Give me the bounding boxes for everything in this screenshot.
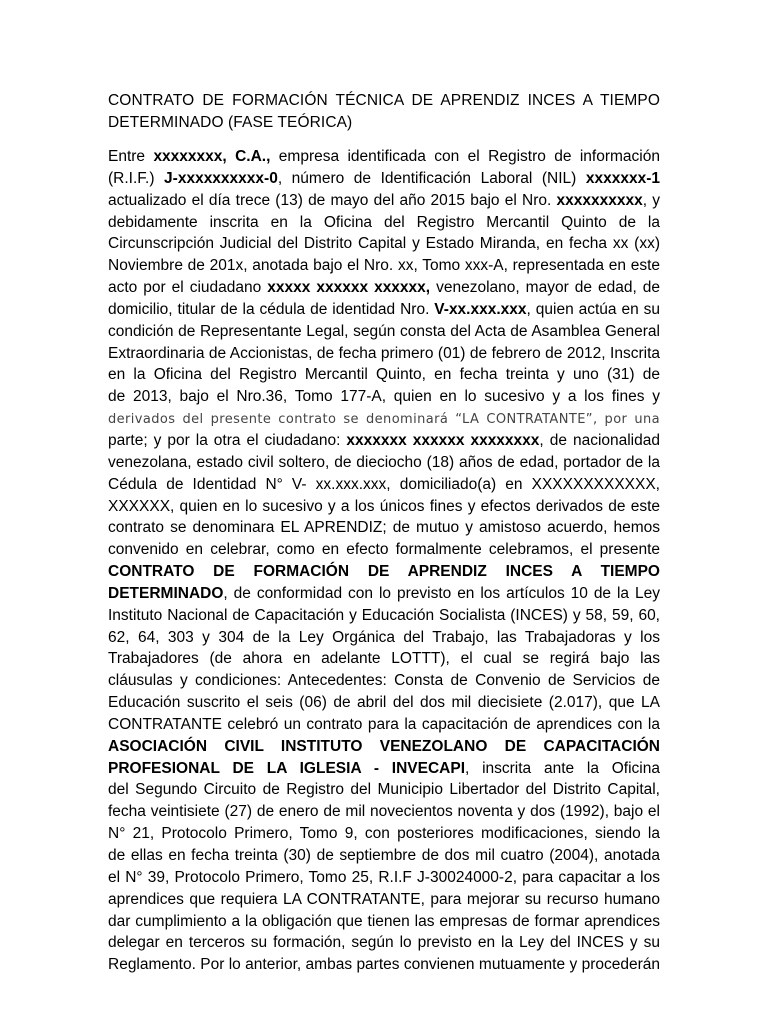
bold-text: xxxxxxxx, C.A., bbox=[153, 148, 271, 165]
body-text: acto por el ciudadano bbox=[108, 279, 268, 297]
body-line bbox=[108, 954, 660, 976]
body-text: fecha veintisiete (27) de enero de mil novecientos noventa y dos (1992), bajo el bbox=[108, 803, 660, 821]
bold-text: xxxxxxx-1 bbox=[585, 169, 660, 187]
body-text: Cédula de Identidad N° V- xx.xxx.xxx, domiciliado(a) en XXXXXXXXXXXX, bbox=[108, 475, 660, 493]
body-text: , número de Identificación Laboral (NIL) bbox=[277, 169, 586, 187]
body-text: derivados del presente contrato se denominará “LA CONTRATANTE”, por una bbox=[108, 412, 660, 428]
body-line bbox=[108, 430, 660, 452]
body-line bbox=[108, 539, 660, 561]
body-text: condición de Representante Legal, según consta del Acta de Asamblea General bbox=[108, 322, 660, 340]
body-text: , y bbox=[642, 191, 660, 209]
body-text: venezolana, estado civil soltero, de dieciocho (18) años de edad, portador de la bbox=[108, 453, 660, 471]
body-text: Educación suscrito el seis (06) de abril del dos mil diecisiete (2.017), que LA bbox=[108, 694, 660, 712]
body-text: de ellas en fecha treinta (30) de septiembre de dos mil cuatro (2004), anotada bbox=[108, 847, 660, 864]
body-line bbox=[108, 670, 660, 692]
body-line bbox=[108, 386, 660, 408]
body-text: XXXXXX, quien en lo sucesivo y a los únicos fines y efectos derivados de este bbox=[108, 497, 660, 515]
body-line bbox=[108, 299, 660, 321]
body-line bbox=[108, 779, 660, 801]
body-text: delegar en terceros su formación, según lo previsto en la Ley del INCES y su bbox=[108, 934, 660, 952]
body-line bbox=[108, 561, 660, 583]
body-line bbox=[108, 343, 660, 365]
body-text: en la Oficina del Registro Mercantil Quinto, en fecha treinta y uno (31) de bbox=[108, 366, 660, 384]
body-text: Noviembre de 201x, anotada bajo el Nro. xx, Tomo xxx-A, representada en este bbox=[108, 257, 660, 275]
body-text: venezolano, mayor de edad, de bbox=[436, 279, 660, 297]
body-text: empresa identificada con el Registro de información bbox=[278, 148, 660, 165]
bold-text: CONTRATO DE FORMACIÓN DE APRENDIZ INCES A TIEMPO bbox=[108, 563, 660, 581]
body-text: , de conformidad con lo previsto en los artículos 10 de la Ley bbox=[223, 584, 660, 602]
body-text: N° 21, Protocolo Primero, Tomo 9, con posteriores modificaciones, siendo la bbox=[108, 825, 660, 843]
body-text: , inscrita ante la Oficina bbox=[465, 759, 660, 777]
bold-text: PROFESIONAL DE LA IGLESIA - INVECAPI bbox=[108, 759, 465, 777]
body-text: Instituto Nacional de Capacitación y Educación Socialista (INCES) y 58, 59, 60, bbox=[108, 606, 660, 624]
body-text: , de nacionalidad bbox=[539, 431, 660, 449]
body-line bbox=[108, 517, 660, 539]
body-line bbox=[108, 648, 660, 670]
body-text: debidamente inscrita en la Oficina del Registro Mercantil Quinto de la bbox=[108, 213, 660, 231]
body-text: del Segundo Circuito de Registro del Municipio Libertador del Distrito Capital, bbox=[108, 781, 660, 799]
body-line bbox=[108, 758, 660, 780]
contract-title bbox=[108, 90, 660, 134]
body-text: actualizado el día trece (13) de mayo del año 2015 bajo el Nro. bbox=[108, 191, 557, 209]
body-text: Reglamento. Por lo anterior, ambas partes convienen mutuamente y procederán bbox=[108, 956, 660, 974]
bold-text: DETERMINADO bbox=[108, 584, 224, 602]
body-line bbox=[108, 911, 660, 933]
title-line-1: CONTRATO DE FORMACIÓN TÉCNICA DE APRENDIZ INCES A TIEMPO bbox=[108, 92, 660, 109]
body-text: domicilio, titular de la cédula de identidad Nro. bbox=[108, 300, 435, 318]
body-line bbox=[108, 496, 660, 518]
body-line bbox=[108, 255, 660, 277]
body-line bbox=[108, 627, 660, 649]
body-line bbox=[108, 168, 660, 190]
title-line-2: DETERMINADO (FASE TEÓRICA) bbox=[108, 113, 353, 131]
body-text: de 2013, bajo el Nro.36, Tomo 177-A, quien en lo sucesivo y a los fines y bbox=[108, 388, 660, 406]
bold-text: V-xx.xxx.xxx bbox=[434, 300, 527, 318]
body-text: contrato se denominara EL APRENDIZ; de mutuo y amistoso acuerdo, hemos bbox=[108, 519, 660, 537]
body-line bbox=[108, 605, 660, 627]
body-line bbox=[108, 474, 660, 496]
body-line bbox=[108, 364, 660, 386]
body-text: CONTRATANTE celebró un contrato para la capacitación de aprendices con la bbox=[108, 715, 660, 733]
body-text: dar cumplimiento a la obligación que tienen las empresas de formar aprendices bbox=[108, 912, 660, 930]
bold-text: xxxxxxx xxxxxx xxxxxxxx bbox=[346, 431, 540, 449]
bold-text: J-xxxxxxxxxx-0 bbox=[164, 169, 278, 187]
body-text: parte; y por la otra el ciudadano: bbox=[108, 431, 347, 449]
contract-body bbox=[108, 146, 660, 976]
body-text: el N° 39, Protocolo Primero, Tomo 25, R.I.F J-30024000-2, para capacitar a los bbox=[108, 868, 660, 886]
body-line bbox=[108, 692, 660, 714]
body-line bbox=[108, 932, 660, 954]
body-text: cláusulas y condiciones: Antecedentes: Consta de Convenio de Servicios de bbox=[108, 672, 660, 690]
body-line bbox=[108, 845, 660, 867]
body-line bbox=[108, 277, 660, 299]
body-text: Trabajadores (de ahora en adelante LOTTT), el cual se regirá bajo las bbox=[108, 650, 660, 668]
body-line bbox=[108, 867, 660, 889]
body-text: aprendices que requiera LA CONTRATANTE, para mejorar su recurso humano bbox=[108, 890, 660, 908]
bold-text: xxxxxxxxxx bbox=[556, 191, 643, 209]
bold-text: ASOCIACIÓN CIVIL INSTITUTO VENEZOLANO DE CAPACITACIÓN bbox=[108, 737, 660, 755]
bold-text: xxxxx xxxxxx xxxxxx, bbox=[267, 279, 431, 297]
body-line bbox=[108, 801, 660, 823]
body-line bbox=[108, 823, 660, 845]
body-line bbox=[108, 714, 660, 736]
body-line bbox=[108, 889, 660, 911]
body-text: , quien actúa en su bbox=[526, 300, 660, 318]
body-text: Extraordinaria de Accionistas, de fecha primero (01) de febrero de 2012, Inscrita bbox=[108, 344, 660, 362]
body-line bbox=[108, 583, 660, 605]
body-line bbox=[108, 212, 660, 234]
body-text: Circunscripción Judicial del Distrito Capital y Estado Miranda, en fecha xx (xx) bbox=[108, 235, 660, 253]
body-line bbox=[108, 736, 660, 758]
body-text: convenido en celebrar, como en efecto formalmente celebramos, el presente bbox=[108, 541, 660, 559]
body-line bbox=[108, 452, 660, 474]
body-line bbox=[108, 233, 660, 255]
body-line bbox=[108, 321, 660, 343]
body-line bbox=[108, 408, 660, 430]
body-text: (R.I.F.) bbox=[108, 169, 165, 187]
body-line bbox=[108, 190, 660, 212]
body-text: 62, 64, 303 y 304 de la Ley Orgánica del Trabajo, las Trabajadoras y los bbox=[108, 628, 660, 646]
body-line bbox=[108, 146, 660, 168]
body-text: Entre bbox=[108, 148, 154, 165]
